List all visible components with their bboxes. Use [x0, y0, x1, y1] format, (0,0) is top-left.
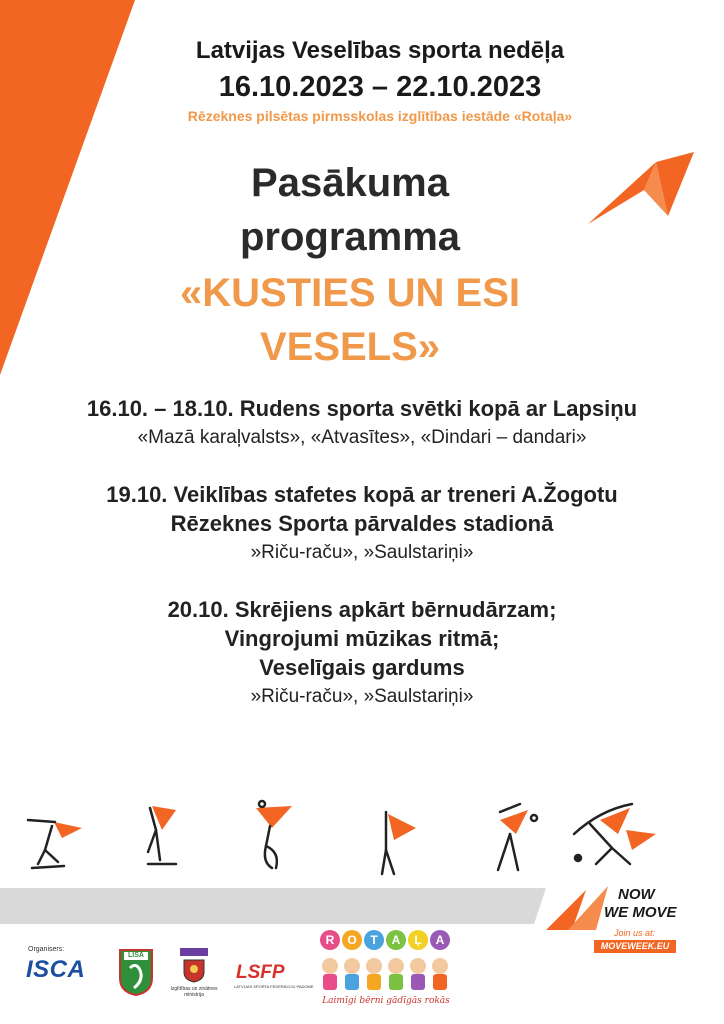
skater-figure-icon [28, 820, 82, 868]
lsfp-sub-label: LATVIJAS SPORTA FEDERĀCIJU PADOME [234, 984, 314, 989]
program-title-line1: Pasākuma [251, 161, 449, 205]
balloon-letter: Ļ [408, 930, 428, 950]
paper-plane-icon [584, 150, 696, 230]
children-illustration-icon [318, 954, 454, 994]
lisa-logo [118, 948, 154, 996]
program-name-line2: VESELS» [259, 325, 441, 369]
event-3-title-line1: 20.10. Skrējiens apkārt bērnudārzam; [167, 597, 557, 622]
header-dates: 16.10.2023 – 22.10.2023 [218, 71, 542, 103]
now-we-move-logo [546, 884, 716, 956]
jumper-figure-icon [256, 801, 292, 868]
event-1-groups: «Mazā karaļvalsts», «Atvasītes», «Dindari – dandari» [137, 427, 587, 448]
isca-logo: ISCA [26, 956, 86, 983]
balloon-letter: A [430, 930, 450, 950]
event-3-title-line2: Vingrojumi mūzikas ritmā; [224, 626, 500, 651]
event-2-title-line2: Rēzeknes Sporta pārvaldes stadionā [170, 511, 554, 536]
event-2-title-line1: 19.10. Veiklības stafetes kopā ar treneri A.Žogotu [106, 482, 618, 507]
program-title-line2: programma [239, 215, 461, 259]
event-3-title-line3: Veselīgais gardums [259, 655, 465, 680]
standing-figure-icon [382, 812, 416, 874]
balloon-letter: R [320, 930, 340, 950]
lisa-label: LISA [128, 952, 144, 959]
balloon-letter: A [386, 930, 406, 950]
event-2-groups: »Riču-raču», »Saulstariņi» [250, 542, 474, 563]
ministry-bar [180, 948, 208, 956]
join-us-label: Join us at: [614, 928, 656, 938]
institution-name: Rēzeknes pilsētas pirmsskolas izglītības iestāde «Rotaļa» [187, 108, 573, 124]
ministry-logo [170, 946, 218, 1002]
runner-figure-icon [148, 806, 176, 864]
now-label: NOW [618, 886, 655, 903]
ball-player-figure-icon [574, 804, 656, 864]
ministry-label: Izglītības un zinātnes ministrija [170, 986, 218, 998]
organisers-label: Organisers: [28, 946, 65, 953]
moveweek-url: MOVEWEEK.EU [594, 940, 676, 953]
header-title: Latvijas Veselības sporta nedēļa [195, 37, 565, 64]
balloon-letter: O [342, 930, 362, 950]
balloon-letter: T [364, 930, 384, 950]
program-name-line1: «KUSTIES UN ESI [179, 271, 521, 315]
we-move-label: WE MOVE [604, 904, 677, 921]
coat-of-arms-icon [180, 958, 208, 984]
rotala-slogan: Laimīgi bērni gādīgās rokās [322, 996, 450, 1006]
sport-figures-row [0, 790, 724, 880]
rotala-logo [314, 930, 458, 1012]
event-3-groups: »Riču-raču», »Saulstariņi» [250, 686, 474, 707]
event-1-title: 16.10. – 18.10. Rudens sporta svētki kopā ar Lapsiņu [86, 396, 638, 421]
dancer-figure-icon [498, 804, 537, 870]
lsfp-logo: LSFP [236, 962, 285, 983]
